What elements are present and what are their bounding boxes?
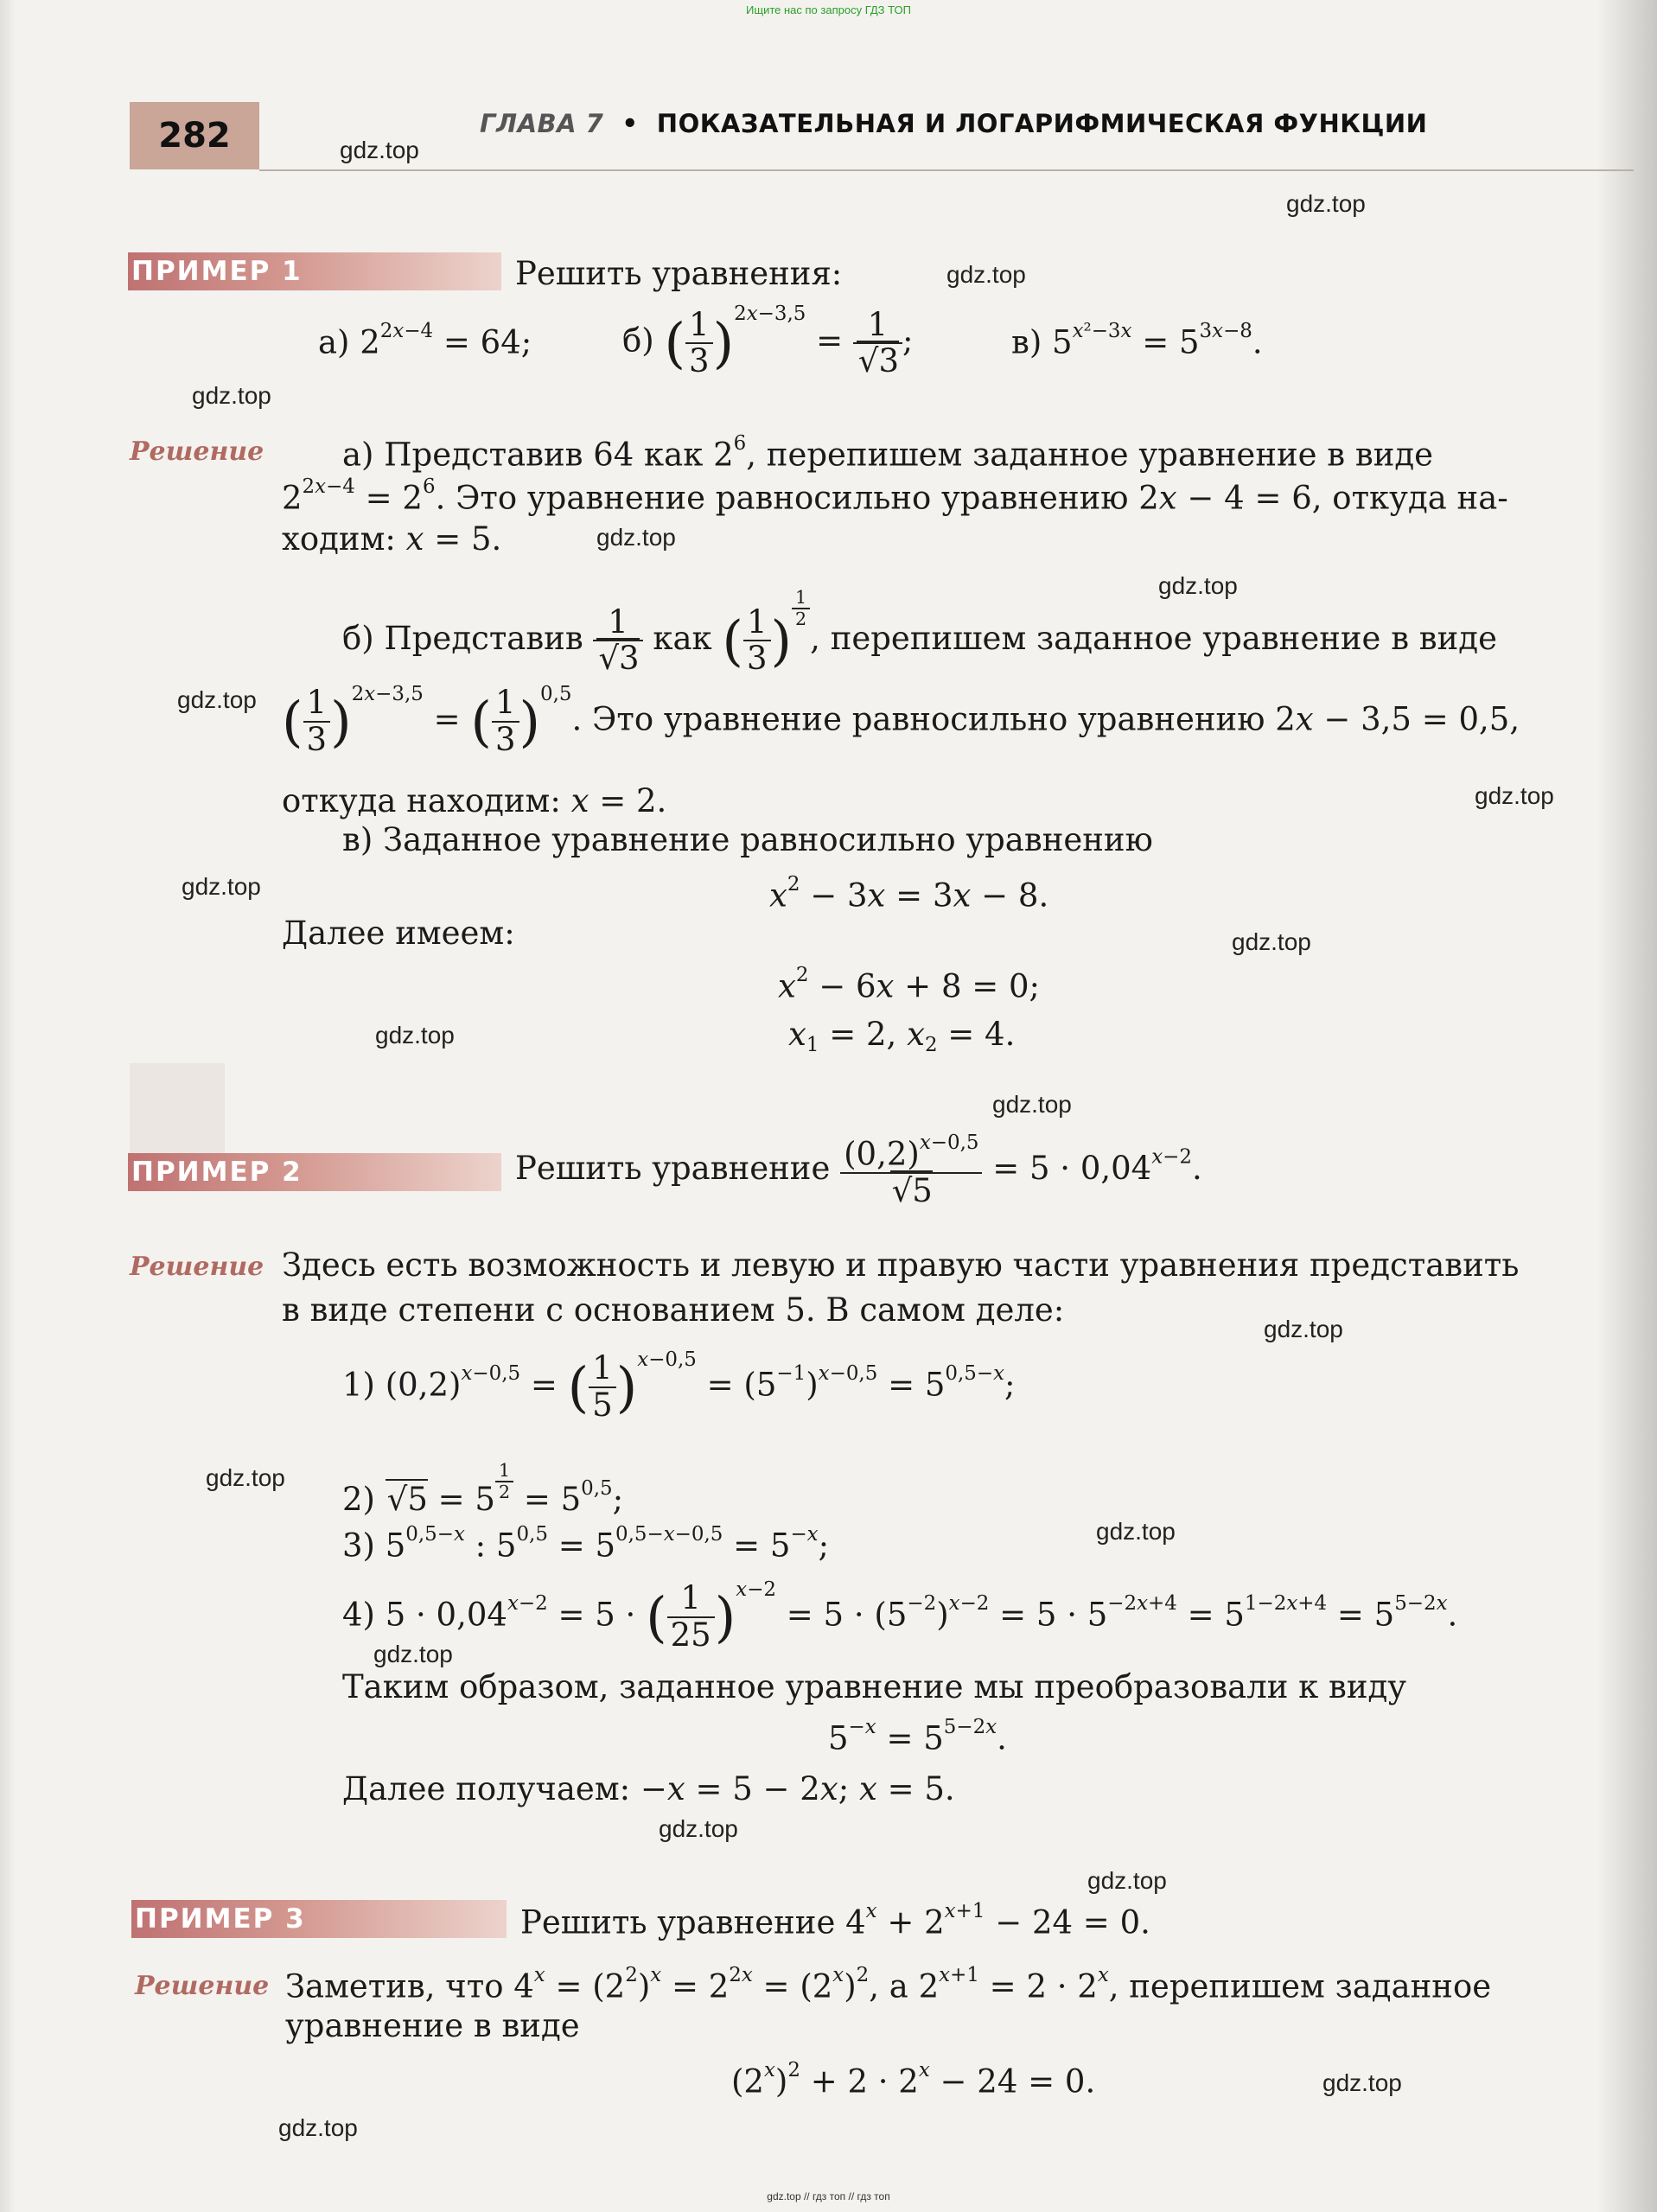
margin-shade: [130, 1063, 225, 1158]
example3-statement: Решить уравнение $4^x + 2^{x+1} - 24 = 0$.: [520, 1900, 1150, 1941]
top-link[interactable]: Ищите нас по запросу ГДЗ ТОП: [746, 3, 911, 16]
example1-solution-label: Решение: [130, 437, 264, 467]
watermark: gdz.top: [278, 2114, 358, 2141]
watermark: gdz.top: [177, 686, 257, 713]
example3-solution-label: Решение: [135, 1971, 270, 2001]
watermark: gdz.top: [1286, 190, 1366, 217]
example3-line3: $(2^x)^2 + 2 \cdot 2^x - 24 = 0$.: [731, 2059, 1096, 2100]
watermark: gdz.top: [192, 382, 271, 409]
example1-sol-a-3: ходим: x = 5.: [282, 520, 502, 558]
header-rule: [259, 169, 1634, 171]
watermark: gdz.top: [1475, 782, 1554, 809]
example1-sol-a-1: а) Представив 64 как $2^6$, перепишем заданное уравнение в виде: [342, 432, 1434, 474]
example1-label: ПРИМЕР 1: [131, 256, 303, 287]
watermark: gdz.top: [1096, 1518, 1176, 1545]
page-left-shadow: [0, 0, 16, 2212]
example2-line4: $5^{-x} = 5^{5-2x}$.: [828, 1716, 1007, 1757]
watermark: gdz.top: [375, 1022, 455, 1049]
chapter-label: ГЛАВА 7: [480, 109, 604, 138]
example1-sol-b-2: ( $\frac{1}{3}$ )$^{2x-3,5}$ = ( $\frac{1}{3}$ )$^{0,5}$. Это уравнение равносильно уравнению 2x − 3,5 = 0,5,: [282, 683, 1520, 758]
watermark: gdz.top: [992, 1091, 1072, 1118]
watermark: gdz.top: [1232, 928, 1311, 955]
watermark: gdz.top: [1264, 1316, 1343, 1342]
watermark: gdz.top: [1087, 1867, 1167, 1894]
watermark: gdz.top: [373, 1641, 453, 1667]
example1-sol-c-2: $x^2 - 3x = 3x - 8$.: [769, 873, 1049, 915]
example1-sol-b-1: б) Представив $\frac{1}{√3}$ как ( $\frac{1}{3}$ ) $^{\frac{1}{2}}$ , перепишем заданное уравнение в виде: [342, 587, 1497, 678]
example2-solution-label: Решение: [130, 1252, 264, 1282]
example1-sol-b-3: откуда находим: x = 2.: [282, 782, 667, 819]
example3-label: ПРИМЕР 3: [135, 1903, 306, 1935]
example2-label: ПРИМЕР 2: [131, 1157, 303, 1188]
example2-statement: Решить уравнение $\frac{(0,2)^{x-0,5}}{√5}$ = $5 \cdot 0,04^{x-2}$.: [515, 1131, 1202, 1210]
example1-task-c: в) $5^{x^2-3x} = 5^{3x-8}$.: [1011, 320, 1263, 361]
example2-line1: Здесь есть возможность и левую и правую части уравнения представить: [282, 1246, 1520, 1284]
example2-step2: 2) √5 = 5 $^{\frac{1}{2}}$ = $5^{0,5}$;: [342, 1460, 624, 1519]
bottom-link[interactable]: gdz.top // гдз топ // гдз топ: [767, 2190, 890, 2202]
example1-task-a: а) $2^{2x-4} = 64$;: [318, 320, 532, 361]
example2-line3: Таким образом, заданное уравнение мы преобразовали к виду: [342, 1668, 1407, 1705]
chapter-title: ПОКАЗАТЕЛЬНАЯ И ЛОГАРИФМИЧЕСКАЯ ФУНКЦИИ: [656, 109, 1428, 138]
example1-task-b: б) ( $\frac{1}{3}$ )$^{2x-3,5}$ = $\frac{1}{√3}$ ;: [622, 303, 914, 380]
example1-statement: Решить уравнения:: [515, 255, 843, 292]
page-number: 282: [158, 116, 231, 156]
watermark: gdz.top: [206, 1464, 285, 1491]
watermark: gdz.top: [340, 137, 419, 163]
example1-sol-c-4: $x^2 - 6x + 8 = 0$;: [778, 964, 1041, 1005]
example2-step1: 1) $(0,2)^{x-0,5}$ = ( $\frac{1}{5}$ )$^{x-0,5} = (5^{-1})^{x-0,5} = 5^{0,5-x}$;: [342, 1348, 1016, 1424]
example1-sol-c-3: Далее имеем:: [282, 915, 515, 952]
chapter-bullet: •: [612, 109, 648, 138]
example2-line5: Далее получаем: −x = 5 − 2x; x = 5.: [342, 1770, 955, 1807]
watermark: gdz.top: [659, 1815, 738, 1842]
example2-line2: в виде степени с основанием 5. В самом деле:: [282, 1291, 1065, 1329]
example2-step3: 3) $5^{0,5-x}$ : $5^{0,5} = 5^{0,5-x-0,5} = 5^{-x}$;: [342, 1523, 830, 1565]
example3-line1: Заметив, что $4^x = (2^2)^x = 2^{2x} = (2^x)^2$, а $2^{x+1} = 2 \cdot 2^x$, перепишем заданное: [285, 1964, 1492, 2005]
watermark: gdz.top: [182, 873, 261, 900]
watermark: gdz.top: [596, 524, 676, 551]
chapter-heading: [480, 109, 1427, 138]
page-right-shadow: [1596, 0, 1657, 2212]
watermark: gdz.top: [946, 261, 1026, 288]
watermark: gdz.top: [1322, 2069, 1402, 2096]
example1-sol-c-1: в) Заданное уравнение равносильно уравнению: [342, 821, 1153, 858]
example3-line2: уравнение в виде: [285, 2007, 580, 2044]
example1-sol-a-2: $2^{2x-4} = 2^6$. Это уравнение равносильно уравнению 2x − 4 = 6, откуда на-: [282, 475, 1508, 517]
example2-step4: 4) $5 \cdot 0,04^{x-2} = 5$ · ( $\frac{1}{25}$ )$^{x-2} = 5 \cdot (5^{-2})^{x-2} = 5 \cdot 5^{-2x+4} = 5^{1-2x+4} = 5^{5-2x}$.: [342, 1578, 1458, 1654]
watermark: gdz.top: [1158, 572, 1238, 599]
example1-sol-c-5: $x_1 = 2$, $x_2 = 4$.: [788, 1016, 1016, 1056]
